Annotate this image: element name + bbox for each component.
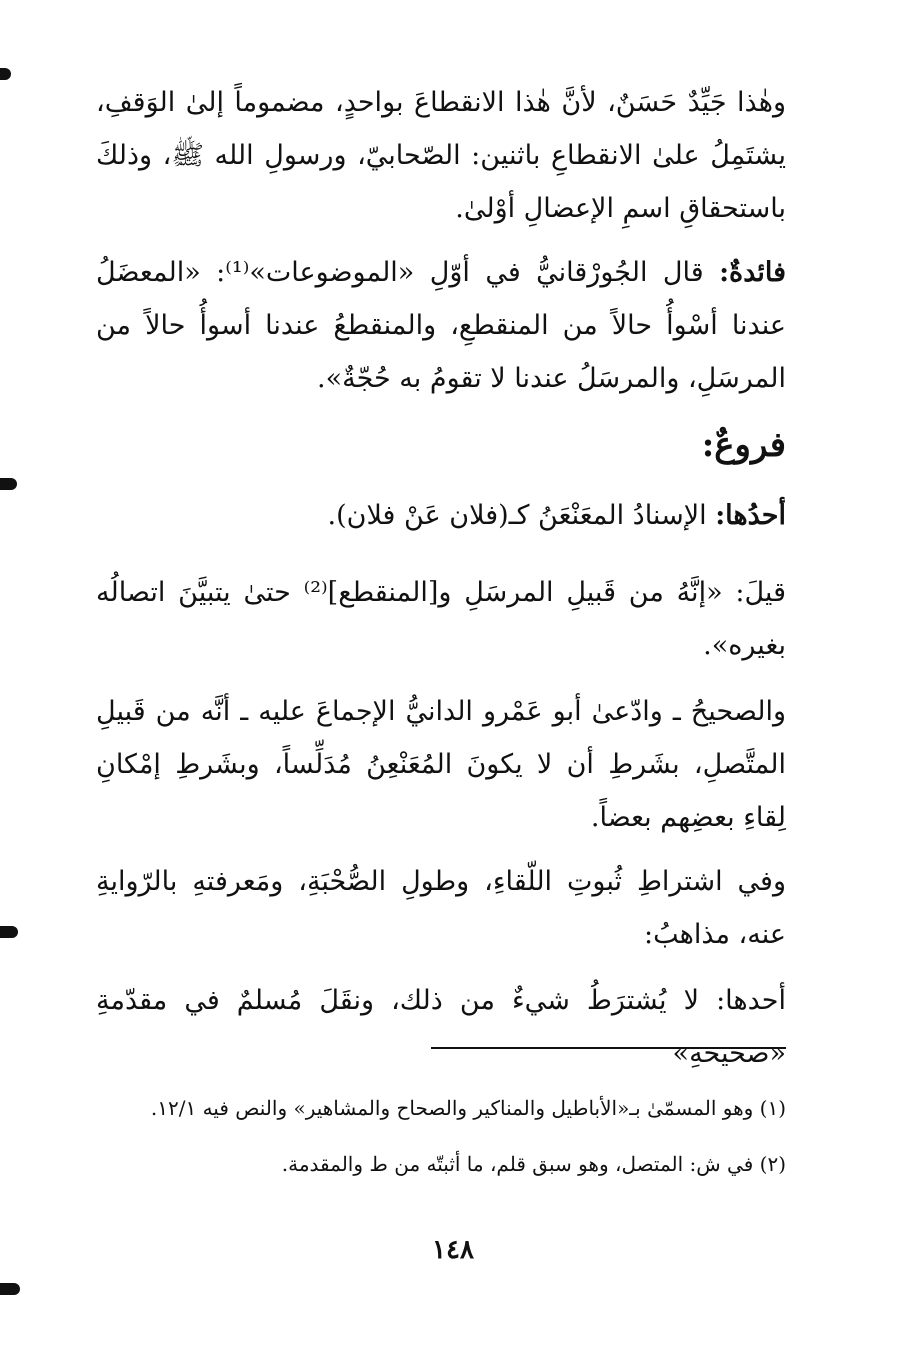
section-heading-furu: فروعٌ: xyxy=(701,425,786,465)
paragraph-sahih xyxy=(96,685,786,844)
faida-body: قال الجُورْقانيُّ في أوّلِ «الموضوعات»⁽¹⁾: «المعضَلُ عندنا أسْوأُ حالاً من المنقطعِ، والمنقطعُ عندنا أسوأُ حالاً من المرسَلِ، والمرسَلُ عندنا لا تقومُ به حُجّةٌ». xyxy=(96,257,786,394)
binding-mark xyxy=(0,1283,20,1295)
paragraph-text xyxy=(96,489,786,542)
binding-mark xyxy=(0,926,18,938)
paragraph-qila xyxy=(96,566,786,672)
ahaduha-body: الإسنادُ المعَنْعَنُ كـ(فلان عَنْ فلان). xyxy=(327,500,707,531)
paragraph-faida xyxy=(96,246,786,405)
paragraph-ahaduha xyxy=(96,489,786,542)
paragraph-text xyxy=(96,246,786,405)
paragraph-text: أحدها: لا يُشترَطُ شيءٌ من ذلك، ونقَلَ مُسلمٌ في مقدّمةِ «صحيحهِ» xyxy=(96,985,786,1069)
paragraph-wahadha xyxy=(96,76,786,235)
faida-label: فائدةٌ: xyxy=(719,257,787,288)
paragraph-text: وفي اشتراطِ ثُبوتِ اللّقاءِ، وطولِ الصُّحْبَةِ، ومَعرفتهِ بالرّوايةِ عنه، مذاهبُ: xyxy=(96,866,786,950)
paragraph-text: والصحيحُ ـ وادّعىٰ أبو عَمْرو الدانيُّ الإجماعَ عليه ـ أنَّه من قَبيلِ المتَّصلِ، بشَرطِ أن لا يكونَ المُعَنْعِنُ مُدَلِّساً، وبشَرطِ إمْكانِ لِقاءِ بعضِهم بعضاً. xyxy=(96,696,786,833)
paragraph-ishtirat xyxy=(96,855,786,961)
paragraph-ahaduha-madhahib xyxy=(96,974,786,1080)
footnote-2: (٢) في ش: المتصل، وهو سبق قلم، ما أثبتّه من ط والمقدمة. xyxy=(281,1152,786,1176)
page-number: ١٤٨ xyxy=(432,1235,474,1265)
binding-mark xyxy=(0,478,17,490)
ahaduha-label: أحدُها: xyxy=(715,500,786,531)
paragraph-text: قيلَ: «إنَّهُ من قَبيلِ المرسَلِ و[المنقطع]⁽²⁾ حتىٰ يتبيَّنَ اتصالُه بغيره». xyxy=(96,577,786,661)
footnote-separator xyxy=(431,1047,786,1049)
binding-mark xyxy=(0,68,11,80)
paragraph-text: وهٰذا جَيِّدٌ حَسَنٌ، لأنَّ هٰذا الانقطاعَ بواحدٍ، مضموماً إلىٰ الوَقفِ، يشتَمِلُ علىٰ الانقطاعِ باثنين: الصّحابيّ، ورسولِ الله ﷺ، وذلكَ باستحقاقِ اسمِ الإعضالِ أوْلىٰ. xyxy=(96,87,786,224)
footnote-1: (١) وهو المسمّىٰ بـ«الأباطيل والمناكير والصحاح والمشاهير» والنص فيه ١٢/١. xyxy=(150,1096,786,1120)
